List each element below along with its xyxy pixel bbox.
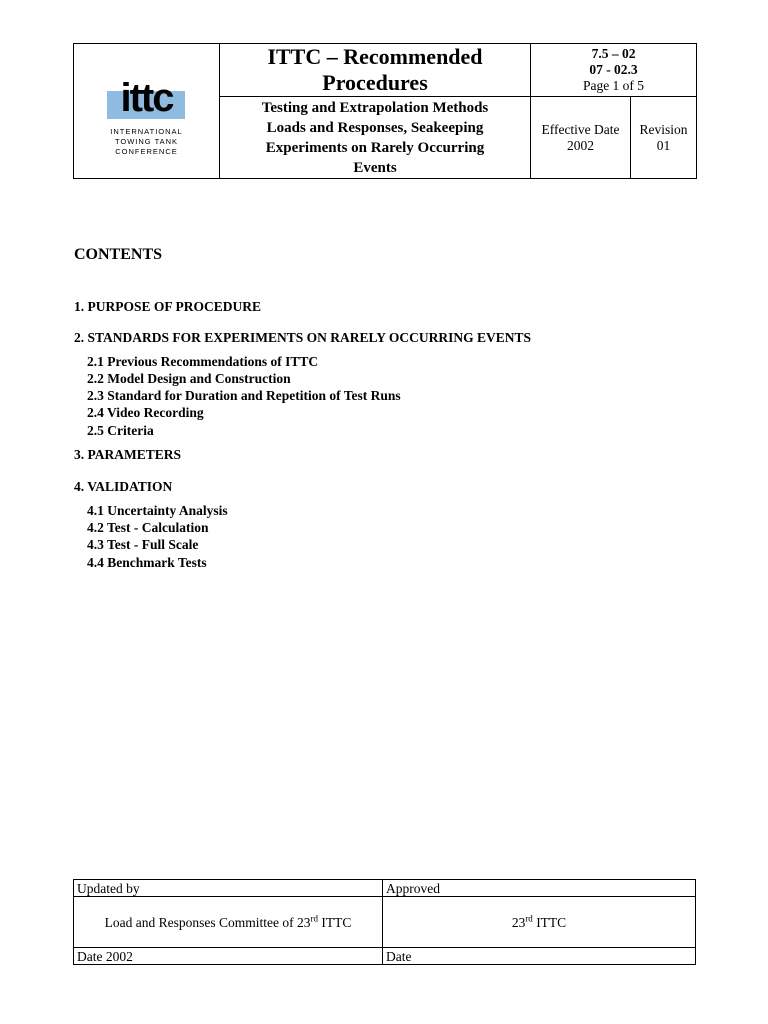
effective-date-label: Effective Date (541, 121, 620, 137)
toc-item: 2. STANDARDS FOR EXPERIMENTS ON RARELY OCCURRING EVENTS (74, 330, 532, 345)
effective-date-cell (531, 97, 631, 179)
toc-item: 2.2 Model Design and Construction (87, 371, 291, 386)
approved-value: 23rd ITTC (383, 897, 696, 948)
logo-mark: ittc (120, 76, 173, 120)
logo-org-name: INTERNATIONAL TOWING TANK CONFERENCE (110, 127, 183, 156)
effective-date-value: 2002 (567, 137, 594, 153)
ittc-logo (107, 65, 187, 157)
updated-by-label: Updated by (74, 880, 383, 897)
date-approved: Date (383, 948, 696, 965)
toc-item: 2.3 Standard for Duration and Repetition of Test Runs (87, 388, 401, 403)
contents-heading: CONTENTS (74, 246, 163, 263)
code-line1: 7.5 – 02 (591, 46, 636, 61)
doc-subtitle: Testing and Extrapolation Methods Loads and Responses, Seakeeping Experiments on Rarely Occurring Events (220, 97, 531, 179)
toc-item: 2.5 Criteria (87, 423, 154, 438)
logo-cell (74, 44, 220, 179)
doc-title: ITTC – Recommended Procedures (220, 44, 531, 97)
approved-label: Approved (383, 880, 696, 897)
toc-item: 4.2 Test - Calculation (87, 520, 209, 535)
toc-item: 2.4 Video Recording (87, 405, 204, 420)
revision-cell (631, 97, 697, 179)
toc-item: 4. VALIDATION (74, 479, 173, 494)
toc-item: 1. PURPOSE OF PROCEDURE (74, 299, 262, 314)
date-updated: Date 2002 (74, 948, 383, 965)
toc-item: 3. PARAMETERS (74, 447, 182, 462)
page-number: Page 1 of 5 (582, 78, 645, 93)
code-line2: 07 - 02.3 (589, 62, 638, 77)
updated-by-value: Load and Responses Committee of 23rd ITTC (74, 897, 383, 948)
header-table (73, 43, 697, 179)
footer-table (73, 879, 696, 965)
revision-label: Revision (639, 121, 688, 137)
toc-item: 2.1 Previous Recommendations of ITTC (87, 354, 319, 369)
toc-item: 4.4 Benchmark Tests (87, 555, 207, 570)
toc-item: 4.3 Test - Full Scale (87, 537, 199, 552)
revision-value: 01 (656, 137, 671, 153)
doc-code (531, 44, 697, 97)
toc-item: 4.1 Uncertainty Analysis (87, 503, 228, 518)
